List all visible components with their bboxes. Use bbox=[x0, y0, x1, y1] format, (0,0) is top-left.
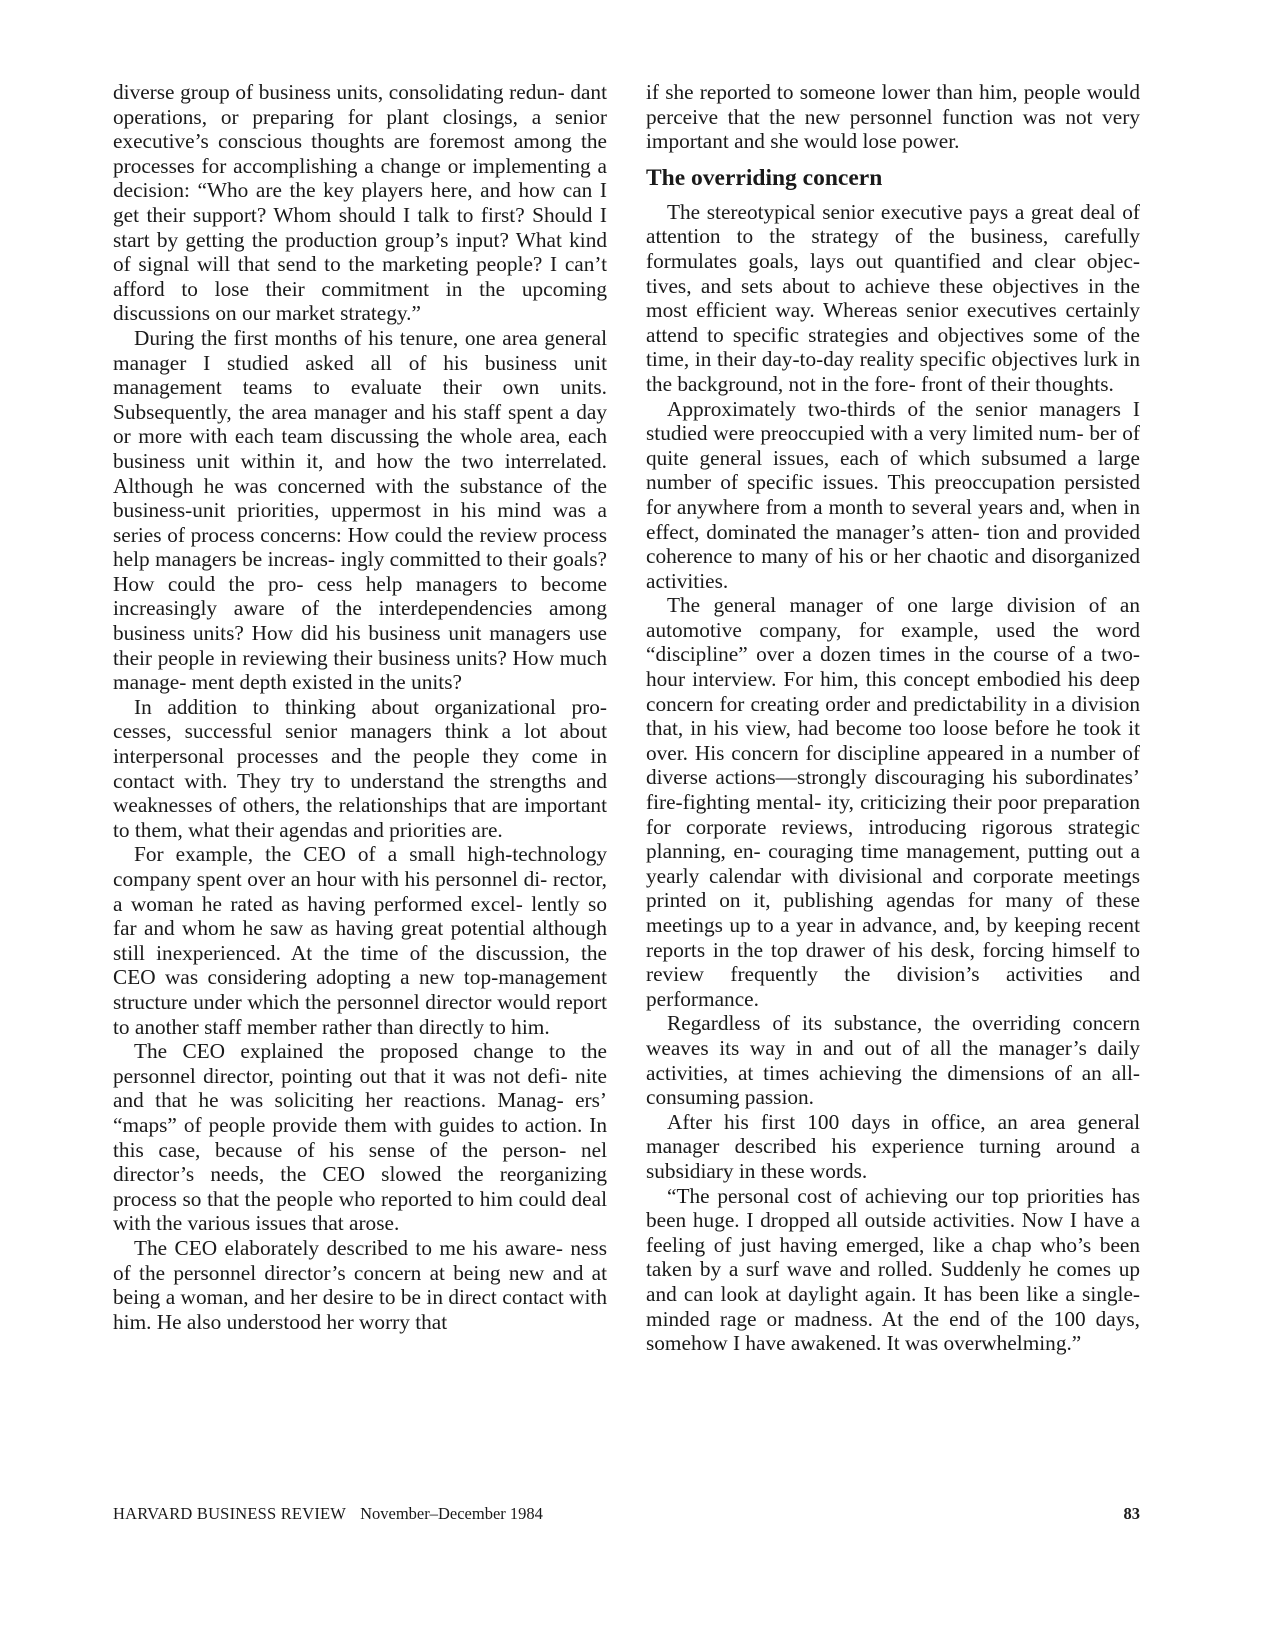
paragraph: The CEO explained the proposed change to the personnel director, pointing out that it was not defi- nite and that he was soliciting her reactions. Manag- ers’ “maps” of people provide them with guides to action. In this case, because of his sense of the person- nel director’s needs, the CEO slowed the reorganizing process so that the people who reported to him could deal with the various issues that arose. bbox=[113, 1039, 607, 1236]
right-column bbox=[646, 80, 1140, 1356]
paragraph: Regardless of its substance, the overriding concern weaves its way in and out of all the manager’s daily activities, at times achieving the dimensions of an all-consuming passion. bbox=[646, 1011, 1140, 1110]
journal-name: HARVARD BUSINESS REVIEW bbox=[113, 1504, 347, 1523]
paragraph: For example, the CEO of a small high-technology company spent over an hour with his personnel di- rector, a woman he rated as having performed excel- lently so far and whom he saw as having great potential although still inexperienced. At the time of the discussion, the CEO was considering adopting a new top-management structure under which the personnel director would report to another staff member rather than directly to him. bbox=[113, 842, 607, 1039]
paragraph: diverse group of business units, consolidating redun- dant operations, or preparing for plant closings, a senior executive’s conscious thoughts are foremost among the processes for accomplishing a change or implementing a decision: “Who are the key players here, and how can I get their support? Whom should I talk to first? Should I start by getting the production group’s input? What kind of signal will that send to the marketing people? I can’t afford to lose their commitment in the upcoming discussions on our market strategy.” bbox=[113, 80, 607, 326]
paragraph: During the first months of his tenure, one area general manager I studied asked all of his business unit management teams to evaluate their own units. Subsequently, the area manager and his staff spent a day or more with each team discussing the whole area, each business unit within it, and how the two interrelated. Although he was concerned with the substance of the business-unit priorities, uppermost in his mind was a series of process concerns: How could the review process help managers be increas- ingly committed to their goals? How could the pro- cess help managers to become increasingly aware of the interdependencies among business units? How did his business unit managers use their people in reviewing their business units? How much manage- ment depth existed in the units? bbox=[113, 325, 607, 695]
paragraph: After his first 100 days in office, an area general manager described his experience turning around a subsidiary in these words. bbox=[646, 1109, 1140, 1183]
section-heading: The overriding concern bbox=[646, 164, 883, 191]
paragraph: if she reported to someone lower than him, people would perceive that the new personnel function was not very important and she would lose power. bbox=[646, 80, 1140, 154]
page-number: 83 bbox=[1123, 1504, 1140, 1523]
paragraph: The CEO elaborately described to me his aware- ness of the personnel director’s concern at being new and at being a woman, and her desire to be in direct contact with him. He also understood her worry that bbox=[113, 1235, 607, 1334]
paragraph: “The personal cost of achieving our top priorities has been huge. I dropped all outside activities. Now I have a feeling of just having emerged, like a chap who’s been taken by a surf wave and rolled. Suddenly he comes up and can look at daylight again. It has been like a single-minded rage or madness. At the end of the 100 days, somehow I have awakened. It was overwhelming.” bbox=[646, 1183, 1140, 1356]
running-footer bbox=[113, 1504, 543, 1524]
paragraph: In addition to thinking about organizational pro- cesses, successful senior managers think a lot about interpersonal processes and the people they come in contact with. They try to understand the strengths and weaknesses of others, the relationships that are important to them, what their agendas and priorities are. bbox=[113, 694, 607, 842]
paragraph: The general manager of one large division of an automotive company, for example, used the word “discipline” over a dozen times in the course of a two-hour interview. For him, this concept embodied his deep concern for creating order and predictability in a division that, in his view, had become too loose before he took it over. His concern for discipline appeared in a number of diverse actions—strongly discouraging his subordinates’ fire-fighting mental- ity, criticizing their poor preparation for corporate reviews, introducing rigorous strategic planning, en- couraging time management, putting out a yearly calendar with divisional and corporate meetings printed on it, publishing agendas for many of these meetings up to a year in advance, and, by keeping recent reports in the top drawer of his desk, forcing himself to review frequently the division’s activities and performance. bbox=[646, 593, 1140, 1011]
issue-date: November–December 1984 bbox=[360, 1504, 543, 1523]
paragraph: The stereotypical senior executive pays a great deal of attention to the strategy of the business, carefully formulates goals, lays out quantified and clear objec- tives, and sets about to achieve these objectives in the most efficient way. Whereas senior executives certainly attend to specific strategies and objectives some of the time, in their day-to-day reality specific objectives lurk in the background, not in the fore- front of their thoughts. bbox=[646, 199, 1140, 396]
paragraph: Approximately two-thirds of the senior managers I studied were preoccupied with a very limited num- ber of quite general issues, each of which subsumed a large number of specific issues. This preoccupation persisted for anywhere from a month to several years and, when in effect, dominated the manager’s atten- tion and provided coherence to many of his or her chaotic and disorganized activities. bbox=[646, 396, 1140, 593]
left-column bbox=[113, 80, 607, 1334]
